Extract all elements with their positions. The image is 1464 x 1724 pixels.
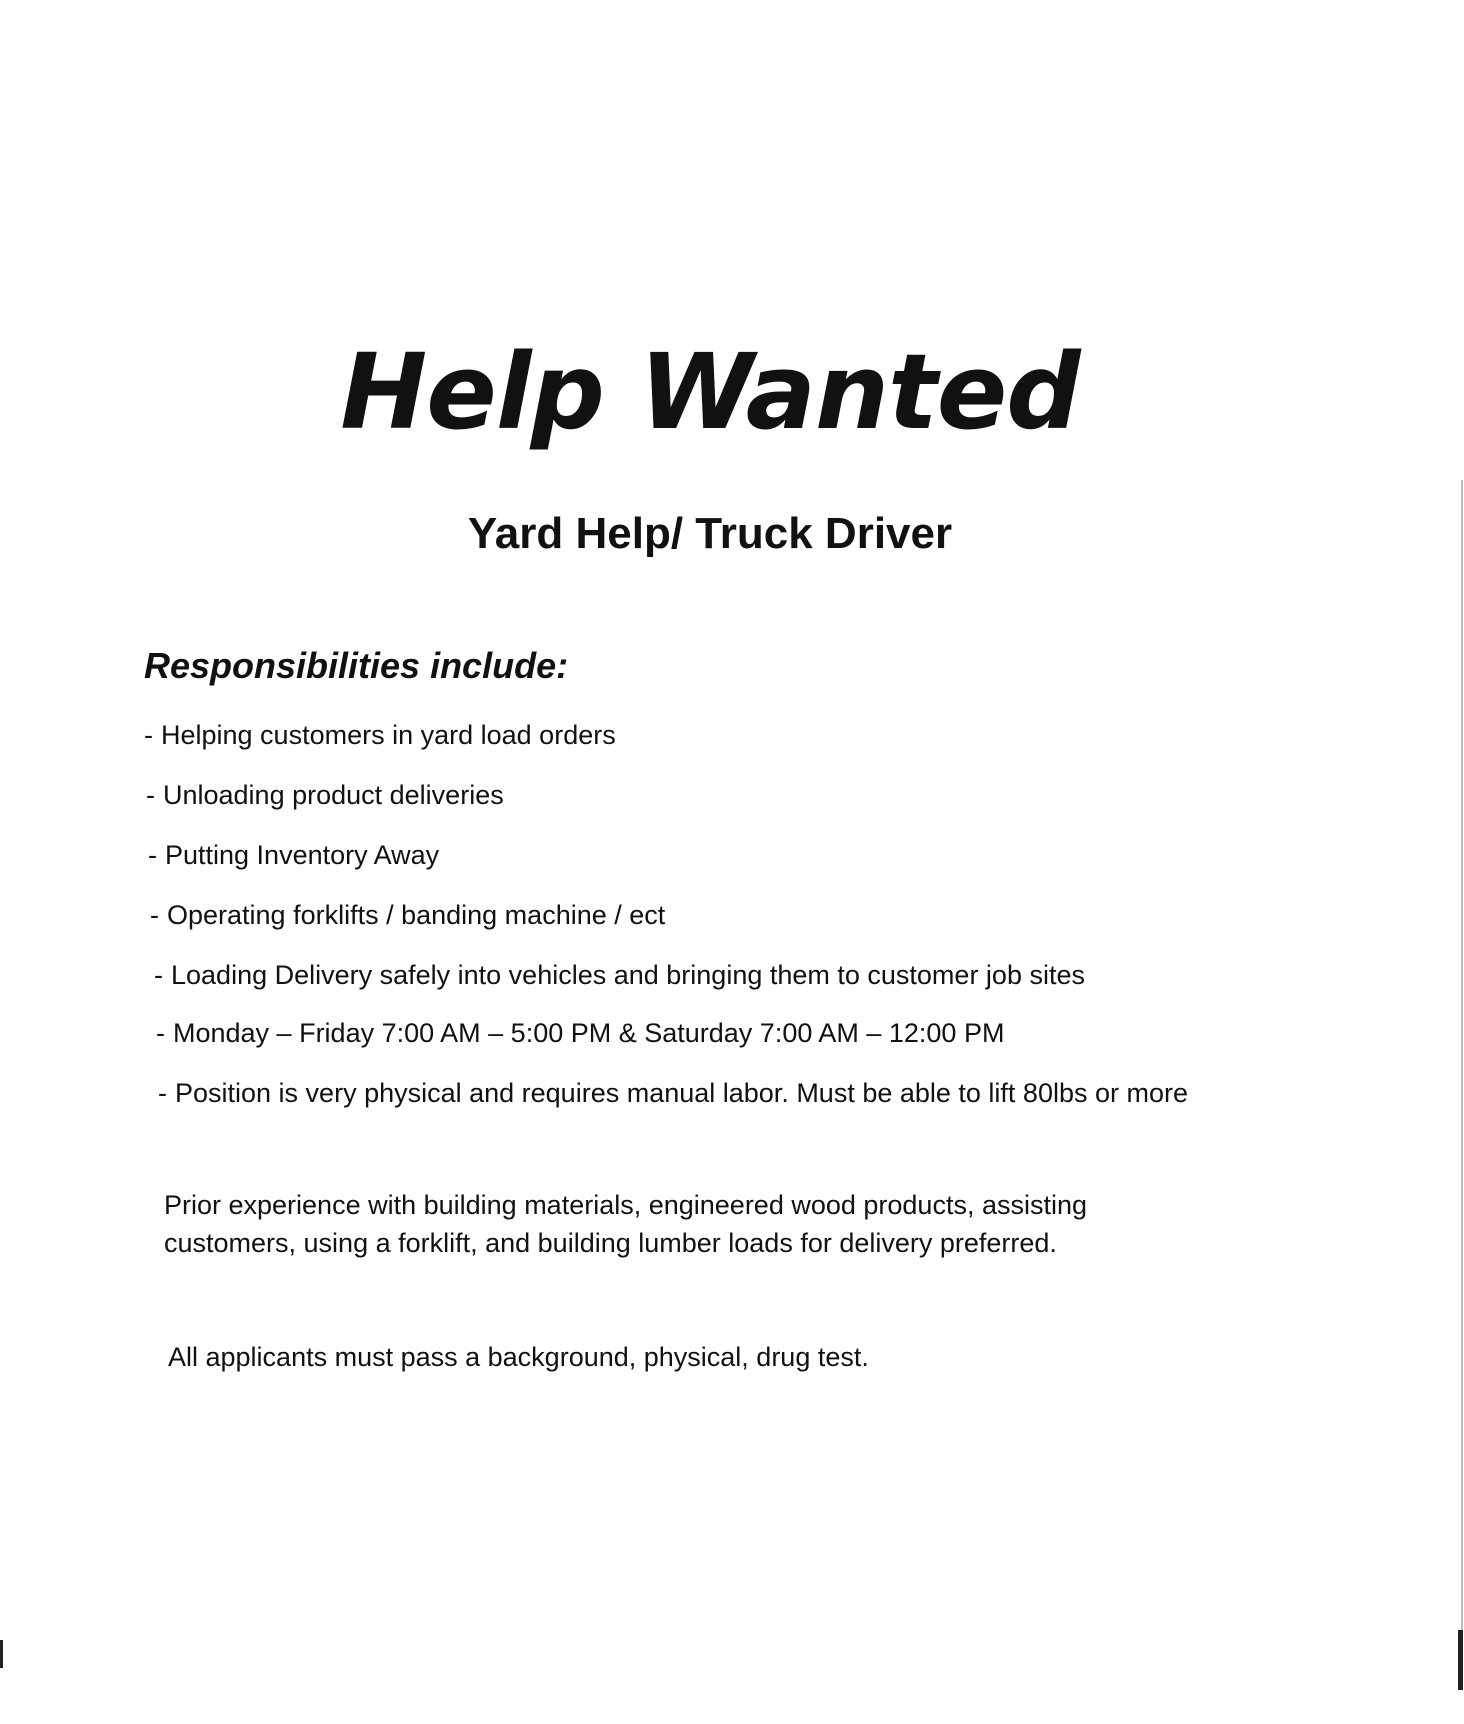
job-title: Yard Help/ Truck Driver <box>467 509 953 558</box>
bullet-dash: - <box>154 960 163 990</box>
headline: Help Wanted <box>340 331 1080 453</box>
scan-edge-mark <box>0 1640 3 1668</box>
list-item <box>146 782 504 809</box>
responsibility-text: Putting Inventory Away <box>165 840 440 870</box>
requirements-note: All applicants must pass a background, physical, drug test. <box>168 1342 869 1372</box>
responsibilities-heading: Responsibilities include: <box>144 645 569 686</box>
responsibility-text: Helping customers in yard load orders <box>161 720 616 750</box>
bullet-dash: - <box>144 720 153 750</box>
responsibility-text: Position is very physical and requires manual labor. Must be able to lift 80lbs or more <box>175 1078 1189 1108</box>
list-item <box>154 962 1085 989</box>
responsibility-text: Loading Delivery safely into vehicles and bringing them to customer job sites <box>171 960 1085 990</box>
list-item <box>156 1020 1004 1047</box>
bullet-dash: - <box>148 840 157 870</box>
list-item <box>158 1080 1188 1107</box>
bullet-dash: - <box>150 900 159 930</box>
scan-edge-mark <box>1458 1630 1463 1690</box>
bullet-dash: - <box>158 1078 167 1108</box>
responsibility-text: Monday – Friday 7:00 AM – 5:00 PM & Saturday 7:00 AM – 12:00 PM <box>173 1018 1005 1048</box>
list-item <box>150 902 665 929</box>
experience-note: Prior experience with building materials, engineered wood products, assisting customers, using a forklift, and building lumber loads for delivery preferred. <box>164 1190 1087 1258</box>
bullet-dash: - <box>156 1018 165 1048</box>
scan-edge-line <box>1461 480 1463 1660</box>
bullet-dash: - <box>146 780 155 810</box>
list-item <box>148 842 439 869</box>
list-item <box>144 722 616 749</box>
responsibility-text: Unloading product deliveries <box>163 780 504 810</box>
responsibility-text: Operating forklifts / banding machine / ect <box>167 900 666 930</box>
